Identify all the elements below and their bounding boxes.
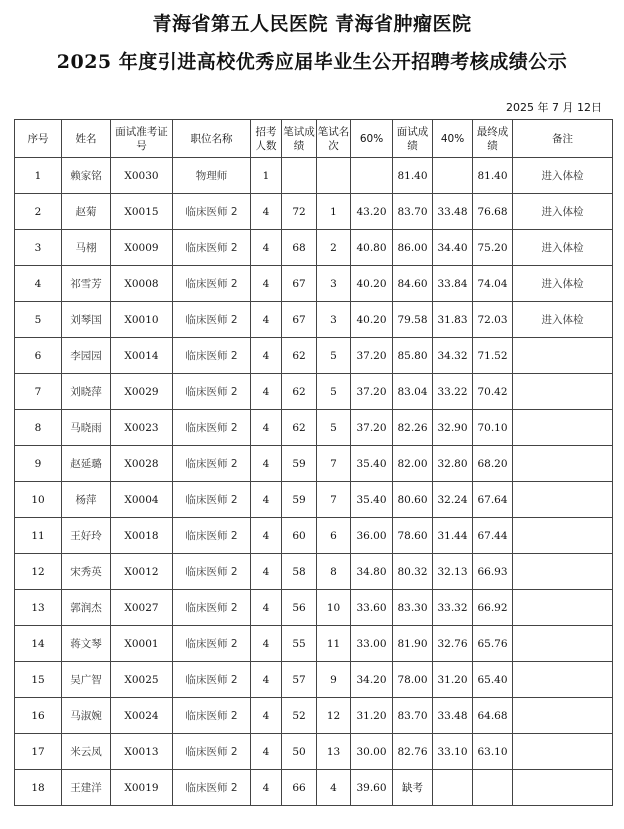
column-header: 笔试名次: [317, 120, 351, 158]
quota-cell: 4: [251, 554, 282, 590]
interview-weighted-cell: 33.22: [433, 374, 473, 410]
written-score-cell: 56: [282, 590, 317, 626]
name-cell: 王好玲: [62, 518, 111, 554]
interview-weighted-cell: 33.84: [433, 266, 473, 302]
row-number-cell: 9: [15, 446, 62, 482]
table-row: [15, 410, 613, 446]
table-row: [15, 302, 613, 338]
final-score-cell: 70.10: [473, 410, 513, 446]
written-score-cell: 50: [282, 734, 317, 770]
written-weighted-cell: 37.20: [351, 338, 393, 374]
quota-cell: 1: [251, 158, 282, 194]
written-rank-cell: 5: [317, 374, 351, 410]
name-cell: 米云凤: [62, 734, 111, 770]
position-cell: 临床医师 2: [173, 338, 251, 374]
written-weighted-cell: 33.60: [351, 590, 393, 626]
written-score-cell: 60: [282, 518, 317, 554]
exam-id-cell: X0013: [111, 734, 173, 770]
interview-score-cell: 86.00: [393, 230, 433, 266]
position-cell: 临床医师 2: [173, 410, 251, 446]
position-cell: 临床医师 2: [173, 662, 251, 698]
written-rank-cell: 10: [317, 590, 351, 626]
exam-id-cell: X0028: [111, 446, 173, 482]
written-score-cell: 62: [282, 338, 317, 374]
exam-id-cell: X0025: [111, 662, 173, 698]
interview-weighted-cell: 34.40: [433, 230, 473, 266]
final-score-cell: 68.20: [473, 446, 513, 482]
table-row: [15, 338, 613, 374]
table-row: [15, 662, 613, 698]
name-cell: 蒋文琴: [62, 626, 111, 662]
written-weighted-cell: 36.00: [351, 518, 393, 554]
interview-score-cell: 82.00: [393, 446, 433, 482]
written-score-cell: 59: [282, 482, 317, 518]
interview-weighted-cell: 32.80: [433, 446, 473, 482]
column-header: 面试准考证号: [111, 120, 173, 158]
row-number-cell: 2: [15, 194, 62, 230]
interview-score-cell: 81.90: [393, 626, 433, 662]
table-row: [15, 482, 613, 518]
quota-cell: 4: [251, 698, 282, 734]
name-cell: 马晓雨: [62, 410, 111, 446]
position-cell: 临床医师 2: [173, 518, 251, 554]
name-cell: 郭润杰: [62, 590, 111, 626]
interview-weighted-cell: 33.32: [433, 590, 473, 626]
interview-weighted-cell: 32.76: [433, 626, 473, 662]
exam-id-cell: X0008: [111, 266, 173, 302]
table-row: [15, 626, 613, 662]
quota-cell: 4: [251, 230, 282, 266]
name-cell: 刘晓萍: [62, 374, 111, 410]
written-score-cell: 55: [282, 626, 317, 662]
position-cell: 临床医师 2: [173, 482, 251, 518]
written-weighted-cell: 34.20: [351, 662, 393, 698]
interview-score-cell: 81.40: [393, 158, 433, 194]
written-weighted-cell: 30.00: [351, 734, 393, 770]
publish-date: 2025 年 7 月 12日: [506, 101, 602, 114]
quota-cell: 4: [251, 194, 282, 230]
column-header: 最终成绩: [473, 120, 513, 158]
remark-cell: 进入体检: [513, 302, 613, 338]
position-cell: 临床医师 2: [173, 626, 251, 662]
exam-id-cell: X0029: [111, 374, 173, 410]
row-number-cell: 1: [15, 158, 62, 194]
name-cell: 宋秀英: [62, 554, 111, 590]
written-weighted-cell: 33.00: [351, 626, 393, 662]
column-header: 备注: [513, 120, 613, 158]
table-row: [15, 446, 613, 482]
interview-weighted-cell: 33.48: [433, 194, 473, 230]
interview-score-cell: 84.60: [393, 266, 433, 302]
row-number-cell: 15: [15, 662, 62, 698]
table-row: [15, 374, 613, 410]
written-rank-cell: 9: [317, 662, 351, 698]
name-cell: 李园园: [62, 338, 111, 374]
interview-score-cell: 83.30: [393, 590, 433, 626]
name-cell: 马淑婉: [62, 698, 111, 734]
remark-cell: [513, 626, 613, 662]
remark-cell: [513, 554, 613, 590]
interview-weighted-cell: [433, 770, 473, 806]
quota-cell: 4: [251, 590, 282, 626]
final-score-cell: 70.42: [473, 374, 513, 410]
exam-id-cell: X0001: [111, 626, 173, 662]
written-score-cell: 52: [282, 698, 317, 734]
quota-cell: 4: [251, 266, 282, 302]
column-header: 60%: [351, 120, 393, 158]
row-number-cell: 6: [15, 338, 62, 374]
interview-weighted-cell: 33.48: [433, 698, 473, 734]
table-row: [15, 734, 613, 770]
row-number-cell: 10: [15, 482, 62, 518]
interview-weighted-cell: 32.13: [433, 554, 473, 590]
row-number-cell: 11: [15, 518, 62, 554]
remark-cell: 进入体检: [513, 230, 613, 266]
row-number-cell: 7: [15, 374, 62, 410]
remark-cell: 进入体检: [513, 266, 613, 302]
final-score-cell: 67.44: [473, 518, 513, 554]
written-score-cell: [282, 158, 317, 194]
column-header: 姓名: [62, 120, 111, 158]
position-cell: 临床医师 2: [173, 554, 251, 590]
name-cell: 祁雪芳: [62, 266, 111, 302]
written-rank-cell: 11: [317, 626, 351, 662]
table-row: [15, 698, 613, 734]
final-score-cell: 71.52: [473, 338, 513, 374]
quota-cell: 4: [251, 662, 282, 698]
final-score-cell: 81.40: [473, 158, 513, 194]
remark-cell: [513, 446, 613, 482]
written-rank-cell: [317, 158, 351, 194]
row-number-cell: 13: [15, 590, 62, 626]
written-score-cell: 59: [282, 446, 317, 482]
table-header-row: [15, 120, 613, 158]
interview-score-cell: 83.70: [393, 698, 433, 734]
exam-id-cell: X0010: [111, 302, 173, 338]
exam-id-cell: X0019: [111, 770, 173, 806]
position-cell: 临床医师 2: [173, 698, 251, 734]
quota-cell: 4: [251, 482, 282, 518]
row-number-cell: 4: [15, 266, 62, 302]
interview-weighted-cell: 31.20: [433, 662, 473, 698]
interview-weighted-cell: [433, 158, 473, 194]
interview-score-cell: 83.04: [393, 374, 433, 410]
position-cell: 临床医师 2: [173, 230, 251, 266]
quota-cell: 4: [251, 410, 282, 446]
interview-score-cell: 85.80: [393, 338, 433, 374]
position-cell: 临床医师 2: [173, 590, 251, 626]
remark-cell: 进入体检: [513, 158, 613, 194]
table-row: [15, 770, 613, 806]
written-score-cell: 62: [282, 410, 317, 446]
interview-score-cell: 78.00: [393, 662, 433, 698]
written-score-cell: 68: [282, 230, 317, 266]
position-cell: 物理师: [173, 158, 251, 194]
name-cell: 赵菊: [62, 194, 111, 230]
written-rank-cell: 5: [317, 410, 351, 446]
interview-weighted-cell: 32.90: [433, 410, 473, 446]
results-table: [14, 119, 613, 806]
column-header: 笔试成绩: [282, 120, 317, 158]
remark-cell: [513, 662, 613, 698]
table-body: [15, 158, 613, 806]
row-number-cell: 5: [15, 302, 62, 338]
interview-score-cell: 79.58: [393, 302, 433, 338]
remark-cell: 进入体检: [513, 194, 613, 230]
position-cell: 临床医师 2: [173, 770, 251, 806]
remark-cell: [513, 770, 613, 806]
final-score-cell: 72.03: [473, 302, 513, 338]
column-header: 面试成绩: [393, 120, 433, 158]
interview-score-cell: 78.60: [393, 518, 433, 554]
written-weighted-cell: [351, 158, 393, 194]
exam-id-cell: X0027: [111, 590, 173, 626]
quota-cell: 4: [251, 446, 282, 482]
remark-cell: [513, 374, 613, 410]
column-header: 序号: [15, 120, 62, 158]
exam-id-cell: X0030: [111, 158, 173, 194]
written-score-cell: 72: [282, 194, 317, 230]
exam-id-cell: X0024: [111, 698, 173, 734]
written-rank-cell: 2: [317, 230, 351, 266]
row-number-cell: 12: [15, 554, 62, 590]
written-rank-cell: 4: [317, 770, 351, 806]
written-score-cell: 57: [282, 662, 317, 698]
written-score-cell: 58: [282, 554, 317, 590]
interview-score-cell: 82.76: [393, 734, 433, 770]
remark-cell: [513, 338, 613, 374]
remark-cell: [513, 734, 613, 770]
remark-cell: [513, 410, 613, 446]
quota-cell: 4: [251, 374, 282, 410]
final-score-cell: 65.40: [473, 662, 513, 698]
quota-cell: 4: [251, 626, 282, 662]
final-score-cell: 66.92: [473, 590, 513, 626]
quota-cell: 4: [251, 338, 282, 374]
name-cell: 赖家铭: [62, 158, 111, 194]
remark-cell: [513, 698, 613, 734]
position-cell: 临床医师 2: [173, 446, 251, 482]
exam-id-cell: X0018: [111, 518, 173, 554]
table-row: [15, 266, 613, 302]
interview-weighted-cell: 34.32: [433, 338, 473, 374]
quota-cell: 4: [251, 302, 282, 338]
written-rank-cell: 1: [317, 194, 351, 230]
table-row: [15, 518, 613, 554]
written-weighted-cell: 37.20: [351, 374, 393, 410]
name-cell: 马栩: [62, 230, 111, 266]
written-weighted-cell: 37.20: [351, 410, 393, 446]
interview-score-cell: 80.60: [393, 482, 433, 518]
written-rank-cell: 6: [317, 518, 351, 554]
written-weighted-cell: 40.80: [351, 230, 393, 266]
column-header: 40%: [433, 120, 473, 158]
final-score-cell: 64.68: [473, 698, 513, 734]
final-score-cell: 63.10: [473, 734, 513, 770]
row-number-cell: 16: [15, 698, 62, 734]
table-row: [15, 590, 613, 626]
row-number-cell: 17: [15, 734, 62, 770]
written-rank-cell: 13: [317, 734, 351, 770]
position-cell: 临床医师 2: [173, 194, 251, 230]
remark-cell: [513, 590, 613, 626]
written-weighted-cell: 35.40: [351, 482, 393, 518]
name-cell: 吴广智: [62, 662, 111, 698]
final-score-cell: 75.20: [473, 230, 513, 266]
written-weighted-cell: 40.20: [351, 302, 393, 338]
remark-cell: [513, 482, 613, 518]
written-rank-cell: 7: [317, 446, 351, 482]
written-score-cell: 66: [282, 770, 317, 806]
exam-id-cell: X0004: [111, 482, 173, 518]
interview-weighted-cell: 33.10: [433, 734, 473, 770]
position-cell: 临床医师 2: [173, 302, 251, 338]
quota-cell: 4: [251, 734, 282, 770]
row-number-cell: 18: [15, 770, 62, 806]
position-cell: 临床医师 2: [173, 374, 251, 410]
row-number-cell: 3: [15, 230, 62, 266]
written-weighted-cell: 34.80: [351, 554, 393, 590]
exam-id-cell: X0012: [111, 554, 173, 590]
name-cell: 刘琴国: [62, 302, 111, 338]
written-rank-cell: 5: [317, 338, 351, 374]
table-row: [15, 194, 613, 230]
written-weighted-cell: 40.20: [351, 266, 393, 302]
written-score-cell: 67: [282, 302, 317, 338]
document-subtitle: 2025 年度引进高校优秀应届毕业生公开招聘考核成绩公示: [56, 51, 568, 73]
table-row: [15, 230, 613, 266]
exam-id-cell: X0014: [111, 338, 173, 374]
interview-weighted-cell: 31.44: [433, 518, 473, 554]
exam-id-cell: X0023: [111, 410, 173, 446]
written-rank-cell: 8: [317, 554, 351, 590]
final-score-cell: [473, 770, 513, 806]
exam-id-cell: X0009: [111, 230, 173, 266]
row-number-cell: 14: [15, 626, 62, 662]
written-weighted-cell: 31.20: [351, 698, 393, 734]
written-rank-cell: 3: [317, 266, 351, 302]
written-rank-cell: 7: [317, 482, 351, 518]
written-weighted-cell: 39.60: [351, 770, 393, 806]
final-score-cell: 66.93: [473, 554, 513, 590]
row-number-cell: 8: [15, 410, 62, 446]
interview-score-cell: 80.32: [393, 554, 433, 590]
position-cell: 临床医师 2: [173, 734, 251, 770]
interview-score-cell: 83.70: [393, 194, 433, 230]
interview-weighted-cell: 32.24: [433, 482, 473, 518]
column-header: 招考人数: [251, 120, 282, 158]
written-score-cell: 67: [282, 266, 317, 302]
written-weighted-cell: 43.20: [351, 194, 393, 230]
final-score-cell: 67.64: [473, 482, 513, 518]
document-title: 青海省第五人民医院 青海省肿瘤医院: [152, 13, 472, 35]
quota-cell: 4: [251, 770, 282, 806]
written-weighted-cell: 35.40: [351, 446, 393, 482]
name-cell: 杨萍: [62, 482, 111, 518]
remark-cell: [513, 518, 613, 554]
quota-cell: 4: [251, 518, 282, 554]
name-cell: 王建洋: [62, 770, 111, 806]
final-score-cell: 74.04: [473, 266, 513, 302]
written-rank-cell: 12: [317, 698, 351, 734]
final-score-cell: 65.76: [473, 626, 513, 662]
position-cell: 临床医师 2: [173, 266, 251, 302]
exam-id-cell: X0015: [111, 194, 173, 230]
interview-score-cell: 缺考: [393, 770, 433, 806]
name-cell: 赵延璐: [62, 446, 111, 482]
table-row: [15, 554, 613, 590]
written-rank-cell: 3: [317, 302, 351, 338]
table-row: [15, 158, 613, 194]
interview-score-cell: 82.26: [393, 410, 433, 446]
interview-weighted-cell: 31.83: [433, 302, 473, 338]
final-score-cell: 76.68: [473, 194, 513, 230]
column-header: 职位名称: [173, 120, 251, 158]
written-score-cell: 62: [282, 374, 317, 410]
